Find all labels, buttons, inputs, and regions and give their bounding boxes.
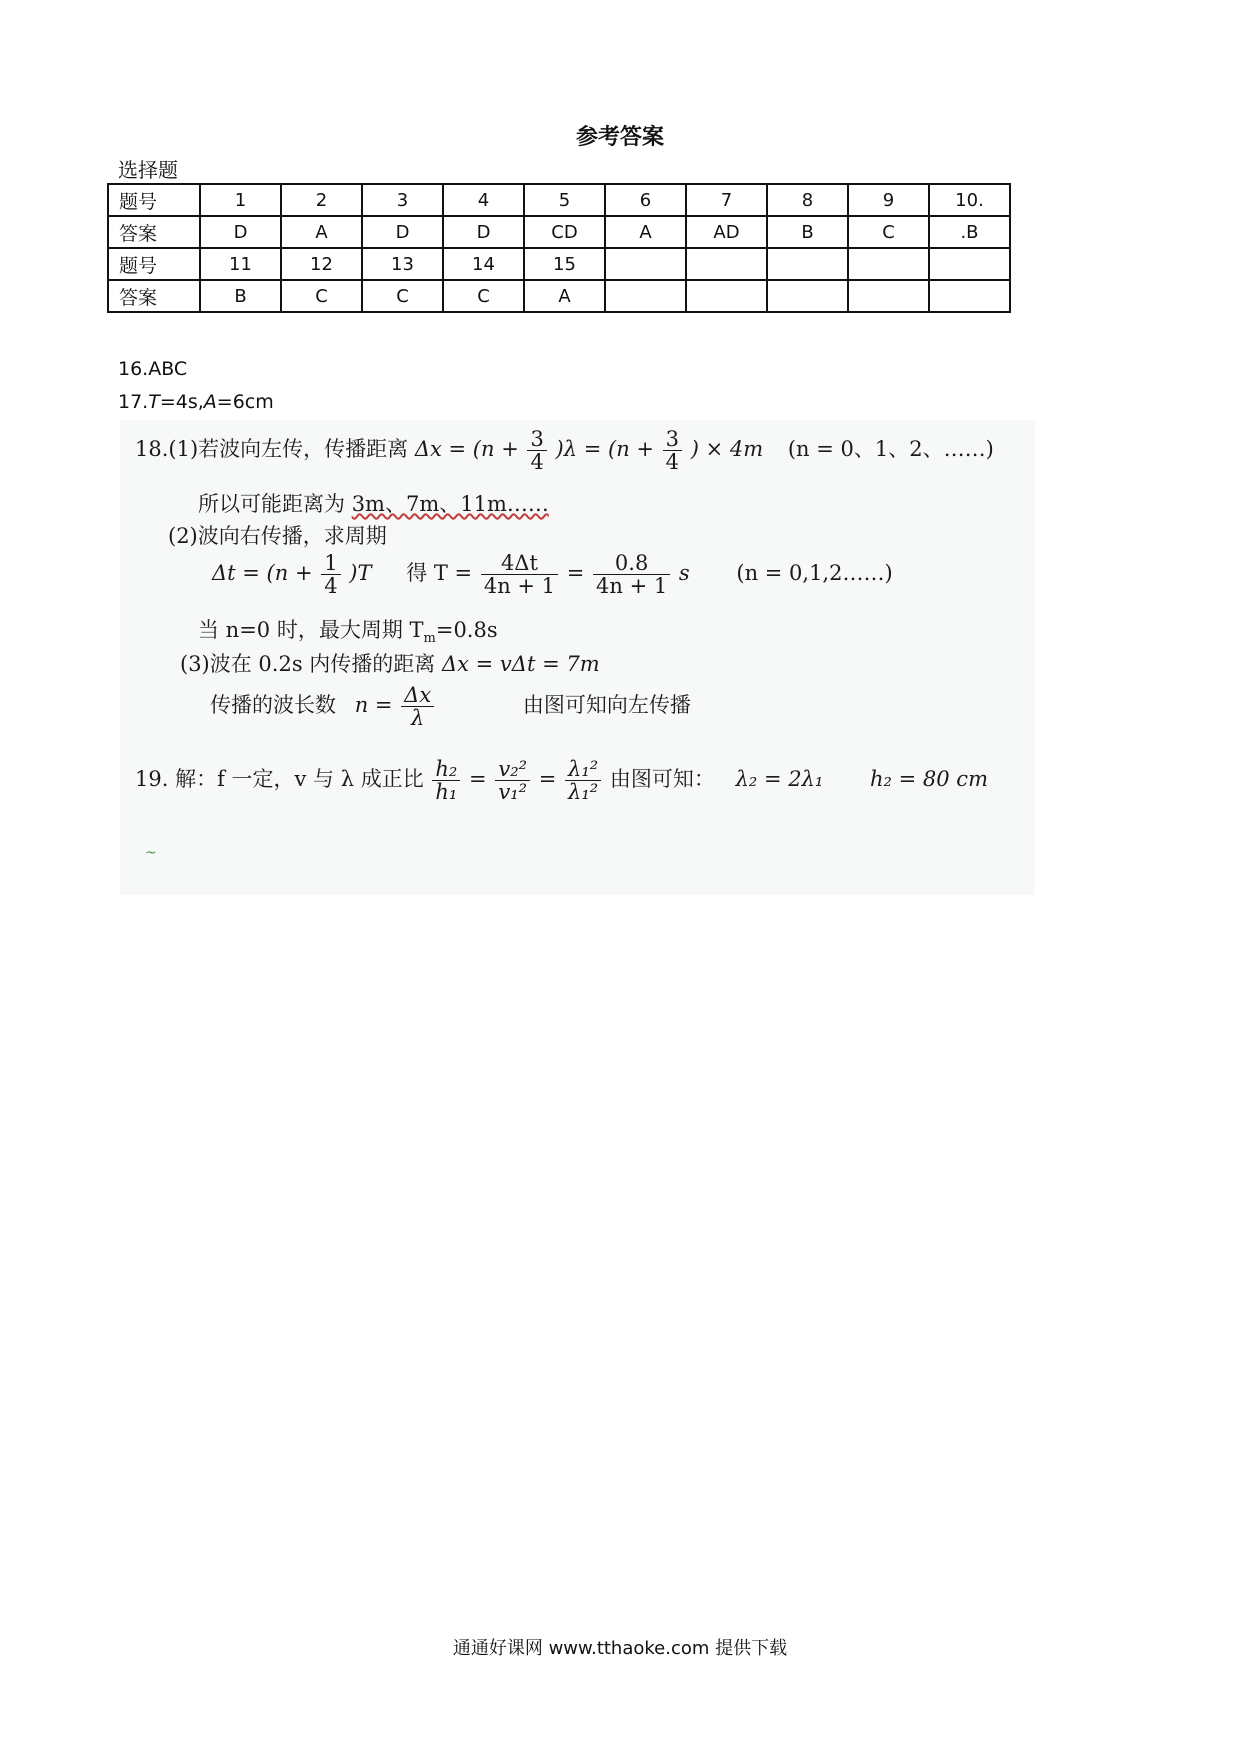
period-value: =4s,: [159, 391, 204, 413]
q18-p2-formula-start: Δt = (n +: [212, 561, 313, 586]
scan-mark: ~: [145, 845, 157, 861]
table-cell: .B: [929, 216, 1010, 248]
numerator: 0.8: [593, 552, 670, 575]
numerator: λ₁²: [565, 758, 601, 781]
q18-result-prefix: 所以可能距离为: [198, 492, 345, 516]
amplitude-value: =6cm: [216, 391, 274, 413]
fraction: [527, 428, 546, 473]
numerator: 3: [527, 428, 546, 451]
numerator: v₂²: [495, 758, 530, 781]
q18-result-values: 3m、7m、11m……: [351, 492, 549, 516]
answer-16: 16.ABC: [118, 358, 188, 380]
fraction: [663, 428, 682, 473]
table-cell: 1: [200, 184, 281, 216]
table-cell: [605, 280, 686, 312]
table-cell: 8: [767, 184, 848, 216]
q18-range: (n = 0、1、2、……): [787, 437, 994, 462]
q18-formula-mid: )λ = (n +: [555, 437, 654, 462]
equals: =: [566, 561, 585, 586]
denominator: 4n + 1: [483, 574, 556, 599]
table-cell: C: [281, 280, 362, 312]
subscript: m: [423, 631, 436, 647]
denominator: 4: [324, 574, 338, 599]
numerator: h₂: [432, 758, 460, 781]
q18-part3: [180, 648, 600, 678]
table-cell: B: [767, 216, 848, 248]
table-cell: D: [443, 216, 524, 248]
table-cell: 3: [362, 184, 443, 216]
page-title: 参考答案: [575, 125, 664, 150]
table-cell: D: [200, 216, 281, 248]
answer-17-prefix: 17.: [118, 391, 149, 413]
period-symbol: T: [148, 391, 160, 413]
table-cell: 9: [848, 184, 929, 216]
q18-p2-formula-mid: )T: [349, 561, 372, 586]
q18-part3-formula: Δx = vΔt = 7m: [441, 652, 600, 676]
q18-formula-start: Δx = (n +: [414, 437, 519, 462]
denominator: v₁²: [498, 780, 528, 805]
denominator: h₁: [435, 780, 458, 805]
q18-p2-result: 当 n=0 时，最大周期 T: [198, 618, 424, 642]
row-label: 答案: [108, 216, 200, 248]
table-cell: C: [443, 280, 524, 312]
row-label: 答案: [108, 280, 200, 312]
q19-label: 19. 解：f 一定，v 与 λ 成正比: [135, 767, 424, 792]
numerator: 3: [663, 428, 682, 451]
table-cell: [605, 248, 686, 280]
fraction: [565, 758, 601, 803]
fraction: [593, 552, 670, 597]
fraction: [481, 552, 558, 597]
row-label: 题号: [108, 184, 200, 216]
table-cell: A: [605, 216, 686, 248]
q18-formula-end: ) × 4m: [690, 437, 764, 462]
q18-part1-label: 18.(1)若波向左传，传播距离: [135, 437, 409, 462]
table-cell: CD: [524, 216, 605, 248]
row-label: 题号: [108, 248, 200, 280]
table-row: [108, 184, 1010, 216]
table-cell: 2: [281, 184, 362, 216]
q18-p2-result-value: =0.8s: [435, 618, 498, 642]
table-cell: [929, 280, 1010, 312]
section-label: 选择题: [118, 158, 178, 182]
q19-solution: [135, 758, 988, 803]
answer-17: [118, 391, 274, 413]
q18-n: n =: [354, 693, 393, 718]
q19-tail: 由图可知：: [609, 767, 715, 792]
table-cell: 14: [443, 248, 524, 280]
numerator: Δx: [401, 684, 434, 707]
table-row: [108, 248, 1010, 280]
q18-p2-range: (n = 0,1,2……): [736, 561, 893, 586]
q18-part2-result: [198, 614, 498, 646]
table-cell: A: [281, 216, 362, 248]
q18-part1: [135, 428, 994, 473]
table-cell: 12: [281, 248, 362, 280]
table-cell: 11: [200, 248, 281, 280]
table-cell: [686, 280, 767, 312]
denominator: 4: [530, 450, 544, 475]
table-cell: D: [362, 216, 443, 248]
q18-part1-result: [198, 488, 549, 518]
unit: s: [678, 561, 690, 586]
q18-part2-formula: [212, 552, 893, 597]
equals: =: [469, 767, 487, 792]
table-cell: [767, 280, 848, 312]
table-cell: AD: [686, 216, 767, 248]
table-cell: 10.: [929, 184, 1010, 216]
numerator: 4Δt: [481, 552, 558, 575]
table-cell: [767, 248, 848, 280]
fraction: [321, 552, 340, 597]
denominator: λ₁²: [568, 780, 599, 805]
denominator: 4n + 1: [596, 574, 668, 599]
q19-relation-2: h₂ = 80 cm: [870, 767, 988, 792]
table-cell: [848, 280, 929, 312]
table-cell: 6: [605, 184, 686, 216]
fraction: [401, 684, 434, 729]
fraction: [495, 758, 530, 803]
denominator: 4: [665, 450, 680, 475]
table-cell: [848, 248, 929, 280]
q18-part2-label: (2)波向右传播，求周期: [168, 524, 387, 548]
table-cell: [686, 248, 767, 280]
table-cell: C: [362, 280, 443, 312]
table-row: [108, 216, 1010, 248]
table-row: [108, 280, 1010, 312]
q18-part3-label: (3)波在 0.2s 内传播的距离: [180, 652, 436, 676]
footer-source: 通通好课网 www.tthaoke.com 提供下载: [452, 1638, 788, 1659]
table-cell: 5: [524, 184, 605, 216]
table-cell: [929, 248, 1010, 280]
q18-wave-count-label: 传播的波长数: [210, 693, 336, 718]
fraction: [432, 758, 460, 803]
table-cell: 4: [443, 184, 524, 216]
q18-p2-get: 得 T =: [406, 561, 473, 586]
q18-conclusion: 由图可知向左传播: [522, 693, 691, 718]
table-cell: 7: [686, 184, 767, 216]
numerator: 1: [321, 552, 340, 575]
table-cell: 13: [362, 248, 443, 280]
q18-part3-wavecount: [210, 684, 691, 729]
table-cell: 15: [524, 248, 605, 280]
table-cell: B: [200, 280, 281, 312]
equals: =: [538, 767, 557, 792]
answer-table: [107, 183, 1011, 313]
denominator: λ: [411, 706, 425, 731]
table-cell: C: [848, 216, 929, 248]
q19-relation-1: λ₂ = 2λ₁: [735, 767, 824, 792]
amplitude-symbol: A: [203, 391, 217, 413]
table-cell: A: [524, 280, 605, 312]
